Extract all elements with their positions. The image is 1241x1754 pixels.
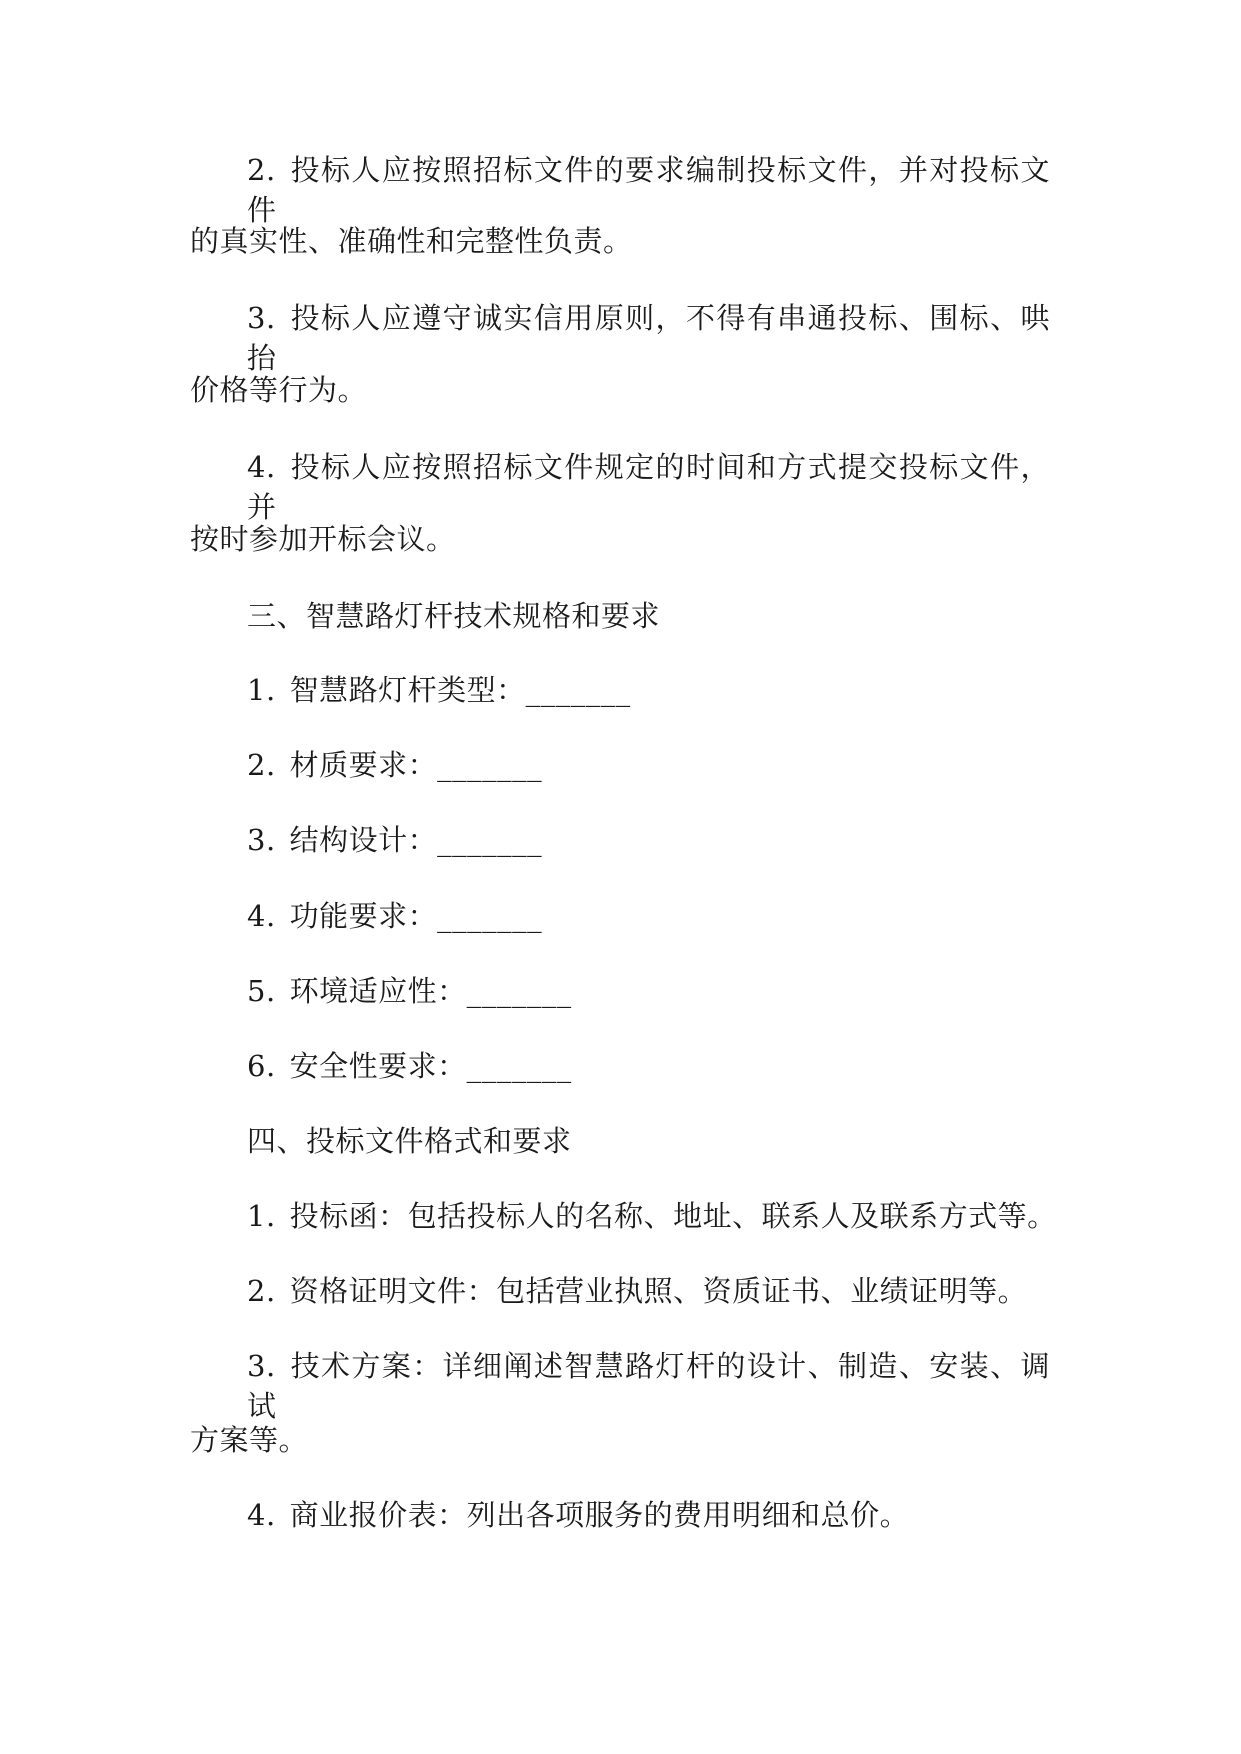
item-text: 投标函：包括投标人的名称、地址、联系人及联系方式等。 [289,1199,1057,1233]
section-title: 三、智慧路灯杆技术规格和要求 [247,599,661,633]
item-text: 资格证明文件：包括营业执照、资质证书、业绩证明等。 [289,1274,1028,1308]
spec-item-3 [247,820,542,860]
item-number: 5. [247,974,276,1008]
item-text: 技术方案：详细阐述智慧路灯杆的设计、制造、安装、调试 [247,1349,1050,1423]
item-text: 安全性要求：_______ [289,1049,572,1083]
section-heading-3 [247,596,660,636]
item-text: 投标人应按照招标文件的要求编制投标文件，并对投标文件 [247,153,1050,227]
item-text: 结构设计：_______ [289,823,543,857]
item-number: 4. [247,1498,276,1532]
item-text: 材质要求：_______ [289,748,543,782]
item-number: 2. [247,1274,276,1308]
item-text: 商业报价表：列出各项服务的费用明细和总价。 [289,1498,910,1532]
item-text: 投标人应按照招标文件规定的时间和方式提交投标文件，并 [247,450,1050,524]
item-number: 2. [247,153,276,187]
paragraph-item-4 [247,447,1050,527]
item-text: 按时参加开标会议。 [190,522,456,556]
paragraph-continuation [190,1420,308,1460]
item-number: 3. [247,823,276,857]
spec-item-1 [247,670,631,710]
item-text: 价格等行为。 [190,373,368,407]
section-heading-4 [247,1121,572,1161]
spec-item-2 [247,745,542,785]
item-number: 1. [247,1199,276,1233]
item-text: 智慧路灯杆类型：_______ [289,673,631,707]
paragraph-continuation [190,519,456,559]
format-item-3 [247,1346,1050,1426]
item-text: 功能要求：_______ [289,899,543,933]
item-text: 环境适应性：_______ [289,974,572,1008]
paragraph-continuation [190,221,633,261]
item-text: 的真实性、准确性和完整性负责。 [190,224,633,258]
paragraph-item-3 [247,298,1050,378]
spec-item-6 [247,1046,572,1086]
spec-item-5 [247,971,572,1011]
item-number: 4. [247,899,276,933]
paragraph-continuation [190,370,367,410]
format-item-2 [247,1271,1027,1311]
item-number: 6. [247,1049,276,1083]
item-text: 投标人应遵守诚实信用原则，不得有串通投标、围标、哄抬 [247,301,1050,375]
spec-item-4 [247,896,542,936]
item-number: 3. [247,301,276,335]
item-text: 方案等。 [190,1423,309,1457]
item-number: 1. [247,673,276,707]
section-title: 四、投标文件格式和要求 [247,1124,572,1158]
item-number: 4. [247,450,276,484]
paragraph-item-2 [247,150,1050,230]
format-item-1 [247,1196,1057,1236]
item-number: 3. [247,1349,276,1383]
format-item-4 [247,1495,909,1535]
item-number: 2. [247,748,276,782]
